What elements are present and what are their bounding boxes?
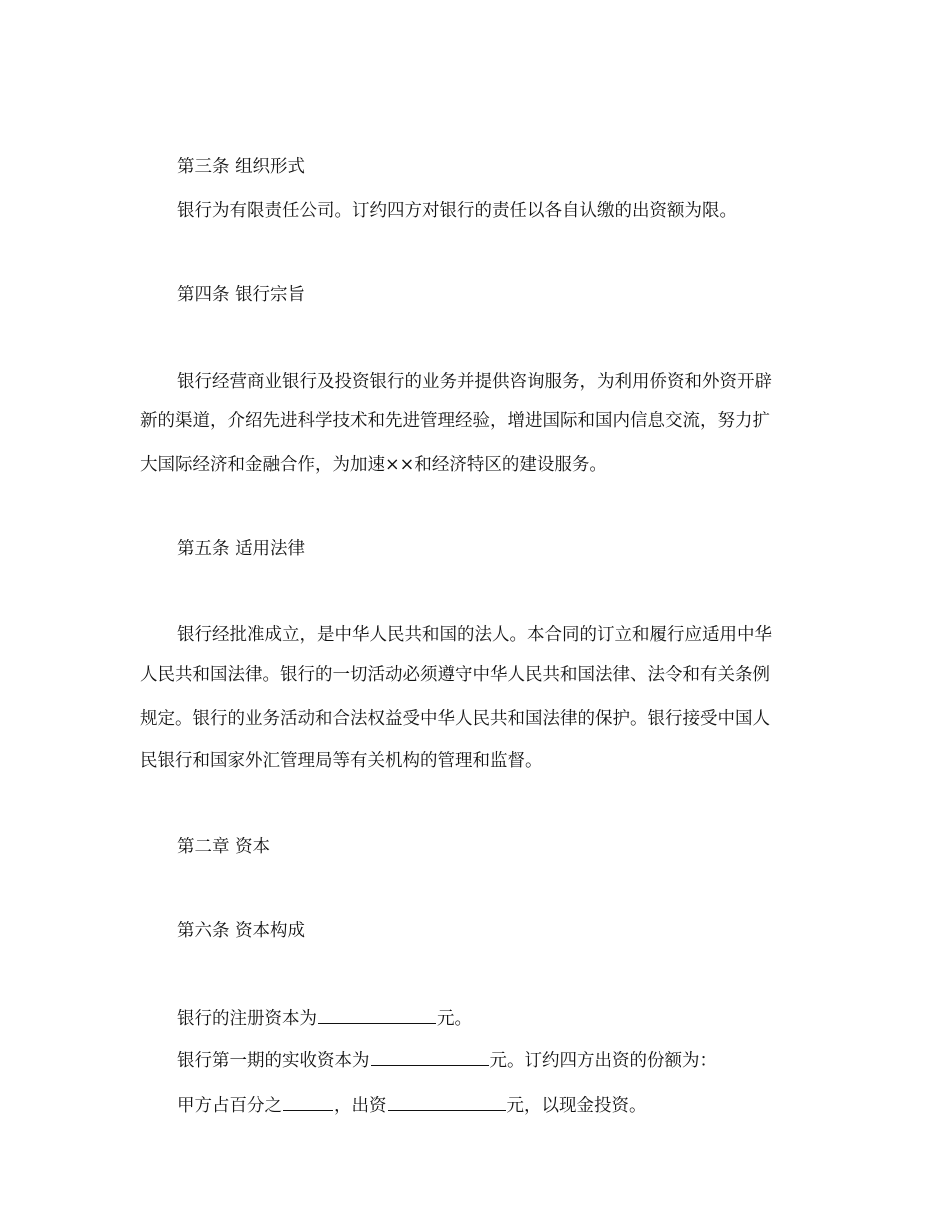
article-5-line-3: 规定。银行的业务活动和合法权益受中华人民共和国法律的保护。银行接受中国人 <box>140 709 770 729</box>
article-4-heading: 第四条 银行宗旨 <box>177 285 306 305</box>
registered-capital-label: 银行的注册资本为 <box>177 1009 317 1029</box>
registered-capital-blank <box>318 1005 436 1024</box>
article-5-heading: 第五条 适用法律 <box>177 539 306 559</box>
party-a-percent-blank <box>283 1092 333 1111</box>
paidin-capital-line <box>177 1047 717 1073</box>
chapter-2-heading: 第二章 资本 <box>177 837 271 857</box>
article-5-line-1: 银行经批准成立，是中华人民共和国的法人。本合同的订立和履行应适用中华 <box>177 625 772 645</box>
article-3-heading: 第三条 组织形式 <box>177 157 306 177</box>
party-a-line <box>177 1092 647 1118</box>
article-3-body: 银行为有限责任公司。订约四方对银行的责任以各自认缴的出资额为限。 <box>177 201 737 221</box>
article-4-line-3: 大国际经济和金融合作，为加速××和经济特区的建设服务。 <box>140 455 607 475</box>
registered-capital-line <box>177 1005 472 1031</box>
registered-capital-unit: 元。 <box>437 1009 472 1029</box>
paidin-capital-suffix: 元。订约四方出资的份额为： <box>489 1051 717 1071</box>
article-5-line-2: 人民共和国法律。银行的一切活动必须遵守中华人民共和国法律、法令和有关条例 <box>140 665 770 685</box>
article-4-line-1: 银行经营商业银行及投资银行的业务并提供咨询服务，为利用侨资和外资开辟 <box>177 372 772 392</box>
party-a-amount-blank <box>388 1092 506 1111</box>
paidin-capital-label: 银行第一期的实收资本为 <box>177 1051 370 1071</box>
article-5-line-4: 民银行和国家外汇管理局等有关机构的管理和监督。 <box>140 751 543 771</box>
paidin-capital-blank <box>371 1047 489 1066</box>
party-a-suffix: 元，以现金投资。 <box>506 1096 647 1116</box>
party-a-percent-label: 甲方占百分之 <box>177 1096 282 1116</box>
article-6-heading: 第六条 资本构成 <box>177 921 306 941</box>
party-a-contribution-label: ，出资 <box>334 1096 387 1116</box>
article-4-line-2: 新的渠道，介绍先进科学技术和先进管理经验，增进国际和国内信息交流，努力扩 <box>140 411 770 431</box>
